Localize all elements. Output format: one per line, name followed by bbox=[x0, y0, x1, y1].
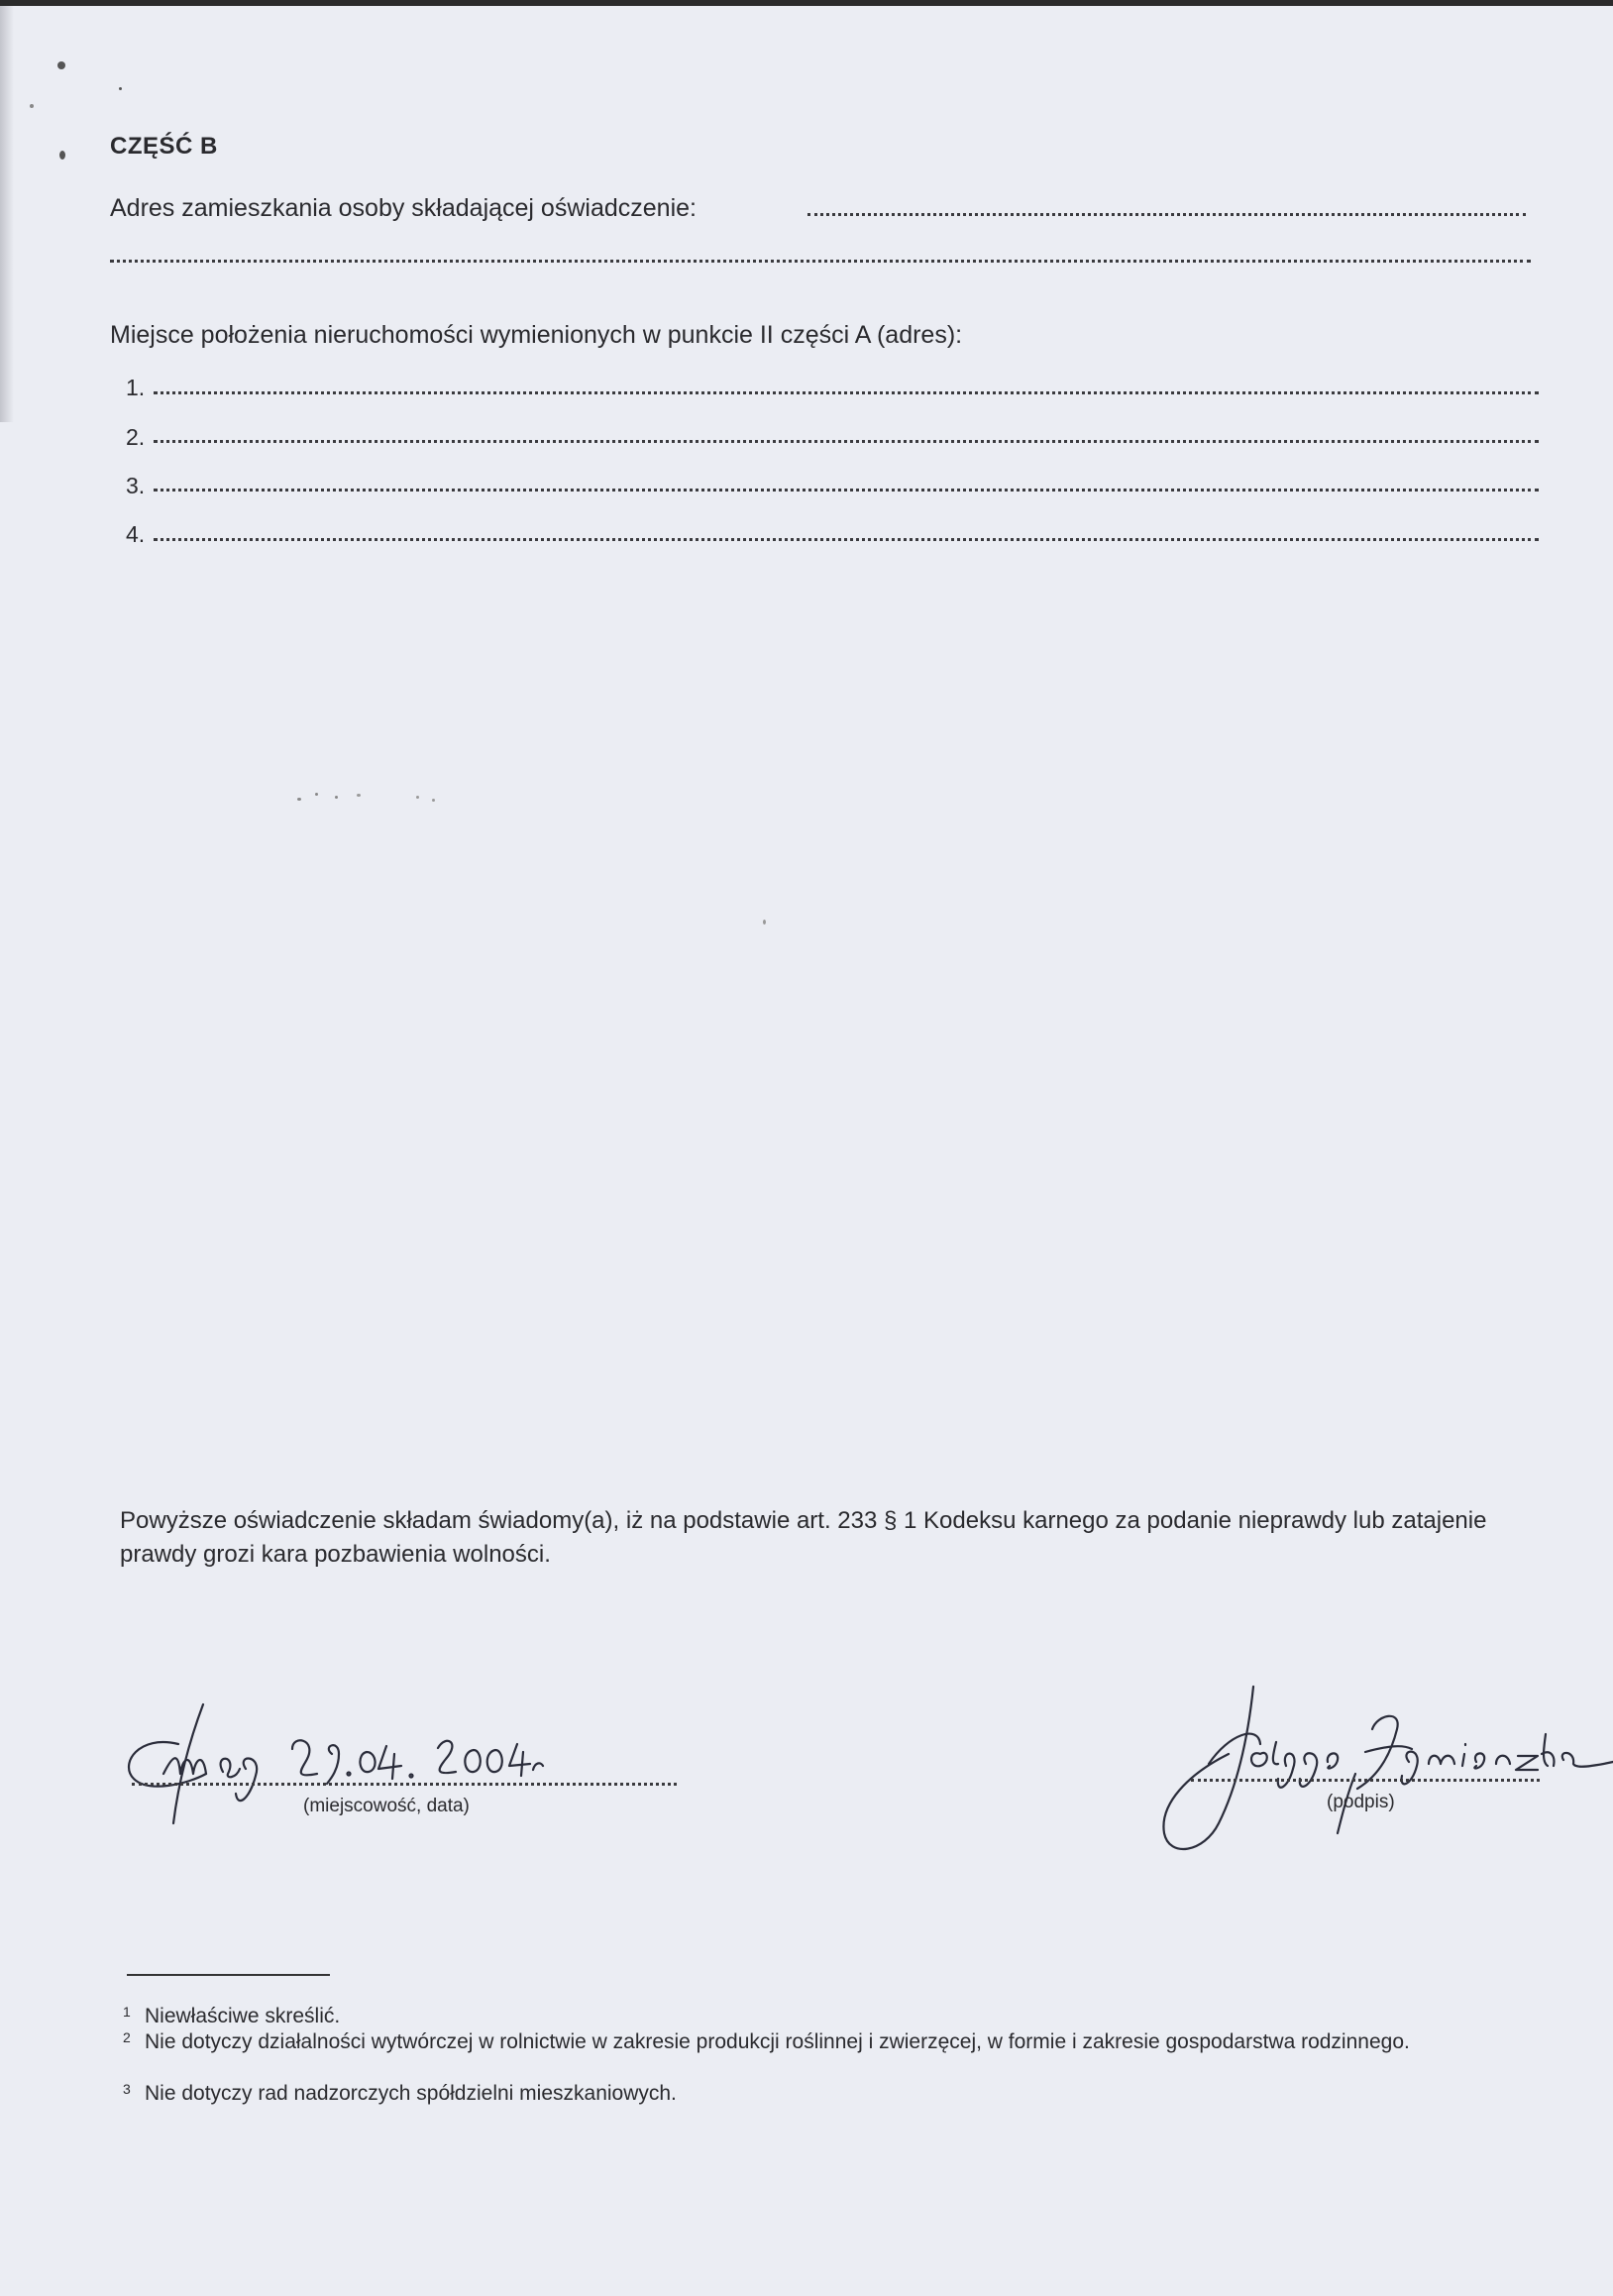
property-dotted-line-1 bbox=[154, 391, 1539, 394]
footnote-text: Nie dotyczy rad nadzorczych spółdzielni mieszkaniowych. bbox=[145, 2082, 677, 2105]
footnote-mark: 1 bbox=[123, 2004, 131, 2020]
footnote-3 bbox=[123, 2077, 1550, 2106]
footnote-text: Niewłaściwe skreślić. bbox=[145, 2005, 341, 2027]
footnote-mark: 2 bbox=[123, 2029, 131, 2045]
scan-speck bbox=[297, 798, 301, 801]
property-item-number: 3. bbox=[126, 473, 146, 498]
section-heading: CZĘŚĆ B bbox=[110, 133, 218, 160]
scan-top-edge bbox=[0, 0, 1613, 6]
property-dotted-line-2 bbox=[154, 440, 1539, 443]
punch-mark bbox=[57, 61, 65, 69]
address-dotted-line-1 bbox=[807, 213, 1526, 216]
signature-dotted-line bbox=[1191, 1779, 1540, 1782]
property-item-number: 2. bbox=[126, 424, 146, 450]
scan-speck bbox=[432, 799, 435, 802]
address-label: Adres zamieszkania osoby składającej oświadczenie: bbox=[110, 194, 697, 222]
scan-speck bbox=[315, 793, 318, 796]
footnote-separator bbox=[127, 1974, 330, 1976]
scan-speck bbox=[30, 104, 34, 108]
footnote-1 bbox=[123, 2000, 1550, 2028]
property-item-number: 1. bbox=[126, 375, 146, 400]
declaration-statement: Powyższe oświadczenie składam świadomy(a), iż na podstawie art. 233 § 1 Kodeksu karnego za podanie nieprawdy lub zatajenie prawdy grozi kara pozbawienia wolności. bbox=[120, 1507, 1487, 1568]
footnote-mark: 3 bbox=[123, 2081, 131, 2097]
property-label: Miejsce położenia nieruchomości wymienionych w punkcie II części A (adres): bbox=[110, 321, 963, 349]
property-item-number: 4. bbox=[126, 521, 146, 547]
scan-left-shadow bbox=[0, 6, 14, 422]
scan-speck bbox=[119, 87, 122, 90]
scan-speck bbox=[416, 796, 419, 799]
punch-mark bbox=[59, 151, 65, 160]
scan-speck bbox=[357, 794, 361, 797]
address-dotted-line-2 bbox=[110, 260, 1531, 263]
place-date-caption: (miejscowość, data) bbox=[303, 1796, 470, 1816]
handwritten-signature bbox=[1149, 1675, 1613, 1863]
place-date-dotted-line bbox=[132, 1783, 677, 1786]
signature-caption: (podpis) bbox=[1327, 1792, 1395, 1812]
scan-speck bbox=[763, 920, 766, 925]
property-dotted-line-3 bbox=[154, 489, 1539, 492]
scan-speck bbox=[335, 796, 338, 799]
property-dotted-line-4 bbox=[154, 538, 1539, 541]
footnote-text: Nie dotyczy działalności wytwórczej w rolnictwie w zakresie produkcji roślinnej i zwierzęcej, w formie i zakresie gospodarstwa rodzinnego. bbox=[145, 2030, 1410, 2053]
footnote-2 bbox=[123, 2025, 1550, 2054]
